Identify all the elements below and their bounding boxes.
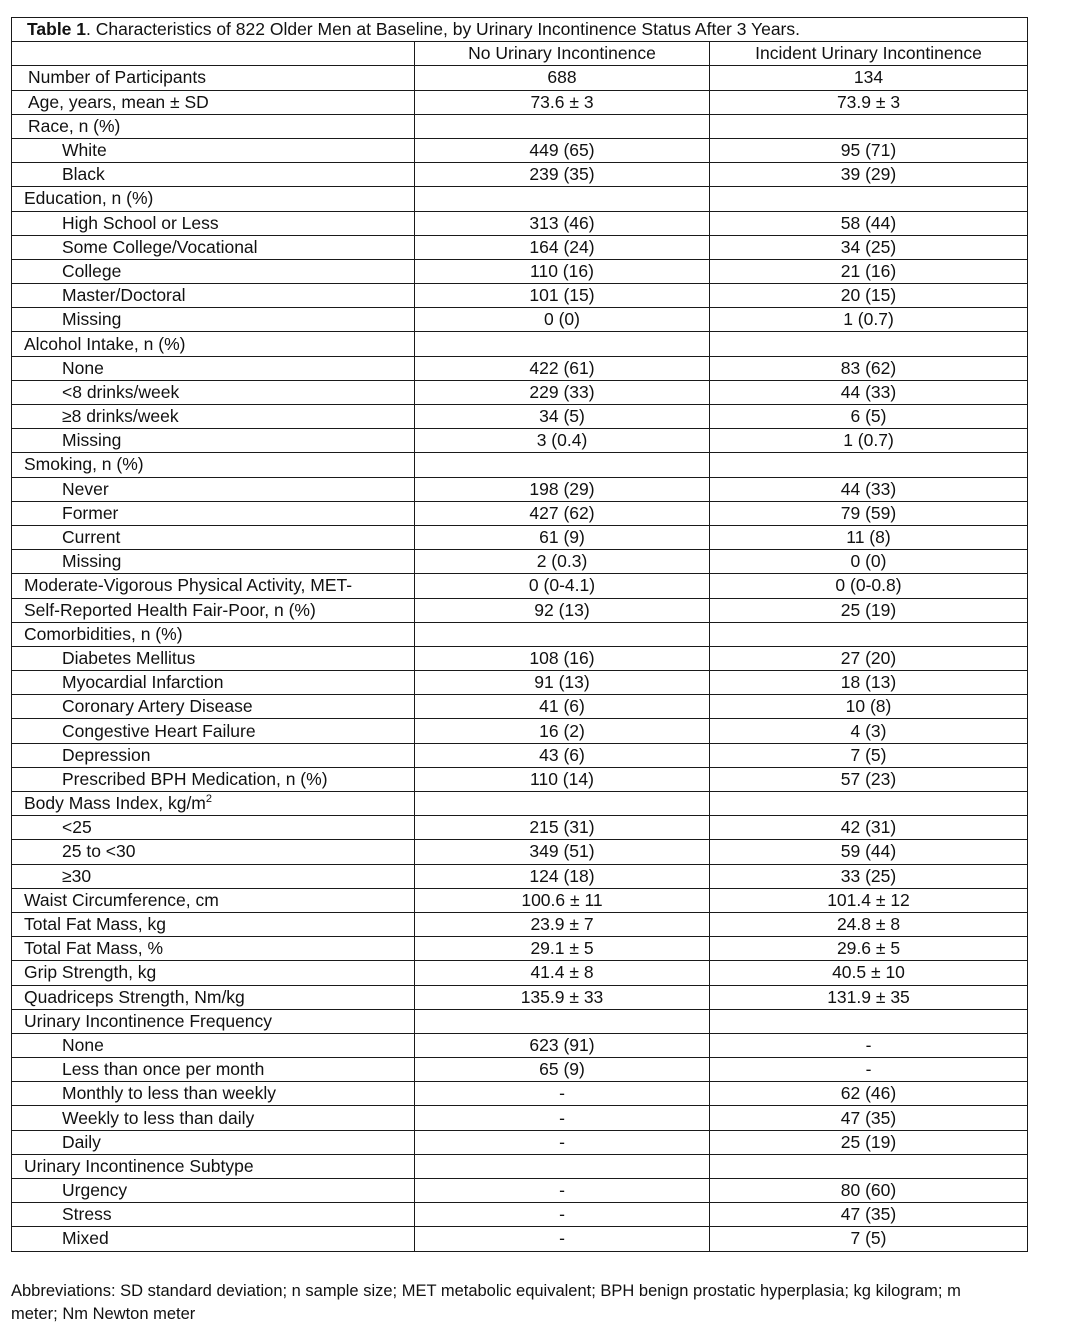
- cell-no-ui: 313 (46): [415, 211, 710, 235]
- cell-no-ui: 16 (2): [415, 719, 710, 743]
- table-row: [12, 405, 1028, 429]
- row-label: [12, 1009, 415, 1033]
- row-label: [12, 1106, 415, 1130]
- cell-incident-ui: 47 (35): [710, 1203, 1028, 1227]
- row-label-text: Missing: [62, 551, 122, 572]
- cell-no-ui: 164 (24): [415, 235, 710, 259]
- cell-incident-ui: [710, 114, 1028, 138]
- row-label-text: Missing: [62, 430, 122, 451]
- table-row: [12, 1082, 1028, 1106]
- row-label: [12, 816, 415, 840]
- cell-no-ui: 229 (33): [415, 380, 710, 404]
- cell-no-ui: -: [415, 1106, 710, 1130]
- cell-no-ui: 108 (16): [415, 646, 710, 670]
- row-label: [12, 1058, 415, 1082]
- row-label-text: Master/Doctoral: [62, 285, 186, 306]
- row-label: [12, 66, 415, 90]
- footnote: [11, 1280, 1073, 1326]
- cell-no-ui: [415, 332, 710, 356]
- cell-incident-ui: 83 (62): [710, 356, 1028, 380]
- cell-incident-ui: [710, 1009, 1028, 1033]
- table-row: [12, 1227, 1028, 1251]
- row-label: [12, 864, 415, 888]
- cell-no-ui: 29.1 ± 5: [415, 937, 710, 961]
- row-label-text: <8 drinks/week: [62, 381, 180, 402]
- cell-incident-ui: 131.9 ± 35: [710, 985, 1028, 1009]
- row-label-text: Smoking, n (%): [24, 454, 144, 475]
- row-label: [12, 380, 415, 404]
- row-label-text: ≥30: [62, 865, 92, 886]
- table-row: [12, 767, 1028, 791]
- cell-incident-ui: 59 (44): [710, 840, 1028, 864]
- table-caption: [12, 18, 1028, 42]
- cell-no-ui: -: [415, 1082, 710, 1106]
- cell-incident-ui: [710, 187, 1028, 211]
- cell-no-ui: [415, 114, 710, 138]
- cell-no-ui: 3 (0.4): [415, 429, 710, 453]
- table-row: [12, 646, 1028, 670]
- row-label-text: Mixed: [62, 1228, 109, 1249]
- table-container: [11, 17, 1027, 1252]
- cell-no-ui: -: [415, 1227, 710, 1251]
- cell-no-ui: 623 (91): [415, 1033, 710, 1057]
- cell-no-ui: 91 (13): [415, 671, 710, 695]
- cell-no-ui: 2 (0.3): [415, 550, 710, 574]
- cell-incident-ui: 25 (19): [710, 598, 1028, 622]
- cell-incident-ui: [710, 1154, 1028, 1178]
- cell-incident-ui: 134: [710, 66, 1028, 90]
- row-label: [12, 767, 415, 791]
- table-row: [12, 1033, 1028, 1057]
- row-label-text: Urgency: [62, 1180, 128, 1201]
- cell-incident-ui: 1 (0.7): [710, 308, 1028, 332]
- cell-no-ui: 110 (16): [415, 259, 710, 283]
- cell-no-ui: -: [415, 1179, 710, 1203]
- cell-incident-ui: [710, 453, 1028, 477]
- cell-incident-ui: 44 (33): [710, 380, 1028, 404]
- table-row: [12, 235, 1028, 259]
- table-row: [12, 816, 1028, 840]
- row-label: [12, 1203, 415, 1227]
- table-row: [12, 501, 1028, 525]
- table-row: [12, 1106, 1028, 1130]
- table-row: [12, 550, 1028, 574]
- row-label: [12, 405, 415, 429]
- table-row: [12, 598, 1028, 622]
- row-label: [12, 888, 415, 912]
- table-row: [12, 211, 1028, 235]
- row-label: [12, 187, 415, 211]
- row-label-text: White: [62, 140, 107, 161]
- column-header-no-ui: No Urinary Incontinence: [415, 42, 710, 66]
- table-row: [12, 792, 1028, 816]
- table-body: [12, 66, 1028, 1251]
- cell-no-ui: 73.6 ± 3: [415, 90, 710, 114]
- table-row: [12, 1154, 1028, 1178]
- row-label-text: Number of Participants: [28, 67, 206, 88]
- row-label: [12, 622, 415, 646]
- row-label: [12, 1227, 415, 1251]
- cell-no-ui: 215 (31): [415, 816, 710, 840]
- cell-incident-ui: -: [710, 1033, 1028, 1057]
- cell-incident-ui: 101.4 ± 12: [710, 888, 1028, 912]
- row-label: [12, 985, 415, 1009]
- row-label-text: Daily: [62, 1131, 101, 1152]
- row-label-text: Race, n (%): [28, 115, 121, 136]
- cell-incident-ui: 39 (29): [710, 163, 1028, 187]
- row-label-text: Waist Circumference, cm: [24, 889, 219, 910]
- row-label-text: <25: [62, 817, 92, 838]
- row-label-text: Black: [62, 164, 105, 185]
- cell-incident-ui: 0 (0): [710, 550, 1028, 574]
- row-label-superscript: 2: [205, 793, 213, 806]
- cell-no-ui: 427 (62): [415, 501, 710, 525]
- table-row: [12, 1130, 1028, 1154]
- table-row: [12, 864, 1028, 888]
- row-label-text: Weekly to less than daily: [62, 1107, 255, 1128]
- cell-incident-ui: 0 (0-0.8): [710, 574, 1028, 598]
- row-label-text: Total Fat Mass, %: [24, 938, 164, 959]
- cell-no-ui: 449 (65): [415, 138, 710, 162]
- table-row: [12, 284, 1028, 308]
- table-row: [12, 695, 1028, 719]
- row-label: [12, 743, 415, 767]
- row-label-text: 25 to <30: [62, 841, 136, 862]
- cell-no-ui: 34 (5): [415, 405, 710, 429]
- row-label-text: High School or Less: [62, 212, 219, 233]
- row-label: [12, 1082, 415, 1106]
- table-row: [12, 356, 1028, 380]
- row-label-text: Age, years, mean ± SD: [28, 91, 209, 112]
- row-label-text: Current: [62, 527, 121, 548]
- cell-incident-ui: 10 (8): [710, 695, 1028, 719]
- row-label: [12, 1130, 415, 1154]
- row-label-text: Former: [62, 502, 119, 523]
- cell-no-ui: [415, 792, 710, 816]
- cell-no-ui: 198 (29): [415, 477, 710, 501]
- table-row: [12, 453, 1028, 477]
- row-label: [12, 114, 415, 138]
- table-row: [12, 187, 1028, 211]
- cell-incident-ui: 29.6 ± 5: [710, 937, 1028, 961]
- cell-no-ui: [415, 1154, 710, 1178]
- table-row: [12, 671, 1028, 695]
- row-label: [12, 211, 415, 235]
- cell-no-ui: 92 (13): [415, 598, 710, 622]
- table-row: [12, 1058, 1028, 1082]
- row-label-text: Depression: [62, 744, 151, 765]
- cell-incident-ui: [710, 792, 1028, 816]
- row-label-text: None: [62, 1034, 104, 1055]
- row-label-text: ≥8 drinks/week: [62, 406, 179, 427]
- table-row: [12, 1203, 1028, 1227]
- row-label: [12, 840, 415, 864]
- row-label: [12, 477, 415, 501]
- table-row: [12, 259, 1028, 283]
- row-label: [12, 912, 415, 936]
- row-label: [12, 1179, 415, 1203]
- row-label-text: Urinary Incontinence Frequency: [24, 1010, 273, 1031]
- cell-incident-ui: 47 (35): [710, 1106, 1028, 1130]
- row-label: [12, 259, 415, 283]
- cell-no-ui: 41.4 ± 8: [415, 961, 710, 985]
- row-label-text: Missing: [62, 309, 122, 330]
- row-label: [12, 138, 415, 162]
- table-row: [12, 985, 1028, 1009]
- cell-incident-ui: [710, 622, 1028, 646]
- row-label: [12, 550, 415, 574]
- cell-incident-ui: 24.8 ± 8: [710, 912, 1028, 936]
- cell-no-ui: 688: [415, 66, 710, 90]
- row-label: [12, 453, 415, 477]
- cell-no-ui: [415, 622, 710, 646]
- table-row: [12, 90, 1028, 114]
- row-label: [12, 937, 415, 961]
- table-row: [12, 888, 1028, 912]
- table-row: [12, 477, 1028, 501]
- cell-incident-ui: 21 (16): [710, 259, 1028, 283]
- cell-incident-ui: 6 (5): [710, 405, 1028, 429]
- cell-incident-ui: 7 (5): [710, 743, 1028, 767]
- row-label: [12, 574, 415, 598]
- cell-no-ui: 23.9 ± 7: [415, 912, 710, 936]
- cell-incident-ui: -: [710, 1058, 1028, 1082]
- cell-incident-ui: 95 (71): [710, 138, 1028, 162]
- table-row: [12, 380, 1028, 404]
- row-label-text: Some College/Vocational: [62, 236, 258, 257]
- row-label: [12, 695, 415, 719]
- column-header-incident-ui: Incident Urinary Incontinence: [710, 42, 1028, 66]
- cell-no-ui: -: [415, 1203, 710, 1227]
- cell-incident-ui: [710, 332, 1028, 356]
- table-row: [12, 743, 1028, 767]
- row-label-text: Education, n (%): [24, 188, 154, 209]
- column-header-label: [12, 42, 415, 66]
- table-row: [12, 937, 1028, 961]
- table-row: [12, 574, 1028, 598]
- row-label: [12, 163, 415, 187]
- cell-incident-ui: 57 (23): [710, 767, 1028, 791]
- cell-incident-ui: 20 (15): [710, 284, 1028, 308]
- row-label-text: Moderate-Vigorous Physical Activity, MET-: [24, 575, 353, 596]
- cell-incident-ui: 79 (59): [710, 501, 1028, 525]
- characteristics-table: [11, 17, 1028, 1252]
- table-row: [12, 66, 1028, 90]
- cell-no-ui: 61 (9): [415, 525, 710, 549]
- column-header-row: [12, 42, 1028, 66]
- cell-incident-ui: 7 (5): [710, 1227, 1028, 1251]
- row-label-text: Never: [62, 478, 109, 499]
- table-row: [12, 429, 1028, 453]
- table-row: [12, 622, 1028, 646]
- row-label: [12, 646, 415, 670]
- row-label-text: Less than once per month: [62, 1059, 265, 1080]
- cell-incident-ui: 80 (60): [710, 1179, 1028, 1203]
- row-label: [12, 90, 415, 114]
- cell-incident-ui: 73.9 ± 3: [710, 90, 1028, 114]
- cell-no-ui: 239 (35): [415, 163, 710, 187]
- cell-no-ui: 110 (14): [415, 767, 710, 791]
- cell-incident-ui: 11 (8): [710, 525, 1028, 549]
- table-row: [12, 1179, 1028, 1203]
- table-caption-text: . Characteristics of 822 Older Men at Baseline, by Urinary Incontinence Status After 3 Years.: [86, 19, 800, 40]
- row-label: [12, 719, 415, 743]
- cell-incident-ui: 40.5 ± 10: [710, 961, 1028, 985]
- cell-incident-ui: 4 (3): [710, 719, 1028, 743]
- row-label: [12, 598, 415, 622]
- table-row: [12, 525, 1028, 549]
- row-label: [12, 671, 415, 695]
- row-label: [12, 308, 415, 332]
- cell-no-ui: 41 (6): [415, 695, 710, 719]
- cell-incident-ui: 18 (13): [710, 671, 1028, 695]
- table-row: [12, 840, 1028, 864]
- cell-incident-ui: 42 (31): [710, 816, 1028, 840]
- row-label-text: Diabetes Mellitus: [62, 647, 196, 668]
- row-label-text: Coronary Artery Disease: [62, 696, 253, 717]
- cell-incident-ui: 27 (20): [710, 646, 1028, 670]
- cell-no-ui: 422 (61): [415, 356, 710, 380]
- cell-no-ui: 43 (6): [415, 743, 710, 767]
- cell-incident-ui: 25 (19): [710, 1130, 1028, 1154]
- row-label: [12, 525, 415, 549]
- row-label-text: None: [62, 357, 104, 378]
- row-label-text: Comorbidities, n (%): [24, 623, 183, 644]
- row-label: [12, 961, 415, 985]
- cell-no-ui: 349 (51): [415, 840, 710, 864]
- cell-no-ui: [415, 453, 710, 477]
- cell-no-ui: [415, 187, 710, 211]
- cell-incident-ui: 33 (25): [710, 864, 1028, 888]
- table-row: [12, 719, 1028, 743]
- cell-incident-ui: 58 (44): [710, 211, 1028, 235]
- row-label-text: Alcohol Intake, n (%): [24, 333, 186, 354]
- cell-no-ui: 124 (18): [415, 864, 710, 888]
- table-row: [12, 332, 1028, 356]
- row-label: [12, 792, 415, 816]
- row-label: [12, 235, 415, 259]
- row-label: [12, 1154, 415, 1178]
- table-row: [12, 961, 1028, 985]
- row-label-text: Prescribed BPH Medication, n (%): [62, 768, 328, 789]
- row-label: [12, 332, 415, 356]
- row-label-text: Urinary Incontinence Subtype: [24, 1155, 254, 1176]
- row-label-text: Grip Strength, kg: [24, 962, 157, 983]
- cell-no-ui: [415, 1009, 710, 1033]
- row-label: [12, 1033, 415, 1057]
- row-label-text: Monthly to less than weekly: [62, 1083, 276, 1104]
- cell-no-ui: -: [415, 1130, 710, 1154]
- table-row: [12, 308, 1028, 332]
- row-label: [12, 429, 415, 453]
- table-row: [12, 1009, 1028, 1033]
- row-label-text: Myocardial Infarction: [62, 672, 224, 693]
- table-row: [12, 912, 1028, 936]
- cell-no-ui: 135.9 ± 33: [415, 985, 710, 1009]
- row-label: [12, 284, 415, 308]
- cell-no-ui: 65 (9): [415, 1058, 710, 1082]
- cell-incident-ui: 34 (25): [710, 235, 1028, 259]
- table-row: [12, 138, 1028, 162]
- table-row: [12, 114, 1028, 138]
- cell-no-ui: 0 (0-4.1): [415, 574, 710, 598]
- cell-no-ui: 0 (0): [415, 308, 710, 332]
- row-label-text: Body Mass Index, kg/m: [24, 793, 206, 814]
- cell-no-ui: 101 (15): [415, 284, 710, 308]
- row-label: [12, 356, 415, 380]
- row-label-text: Stress: [62, 1204, 112, 1225]
- table-caption-label: Table 1: [27, 19, 87, 40]
- row-label-text: Congestive Heart Failure: [62, 720, 256, 741]
- row-label-text: Quadriceps Strength, Nm/kg: [24, 986, 245, 1007]
- row-label-text: Total Fat Mass, kg: [24, 914, 166, 935]
- cell-no-ui: 100.6 ± 11: [415, 888, 710, 912]
- row-label-text: Self-Reported Health Fair-Poor, n (%): [24, 599, 316, 620]
- row-label-text: College: [62, 260, 122, 281]
- footnote-line-1: Abbreviations: SD standard deviation; n sample size; MET metabolic equivalent; BPH benign prostatic hyperplasia; kg kilogram; m: [11, 1282, 961, 1300]
- footnote-line-2: meter; Nm Newton meter: [11, 1305, 196, 1323]
- table-caption-row: [12, 18, 1028, 42]
- cell-incident-ui: 1 (0.7): [710, 429, 1028, 453]
- table-row: [12, 163, 1028, 187]
- row-label: [12, 501, 415, 525]
- cell-incident-ui: 44 (33): [710, 477, 1028, 501]
- cell-incident-ui: 62 (46): [710, 1082, 1028, 1106]
